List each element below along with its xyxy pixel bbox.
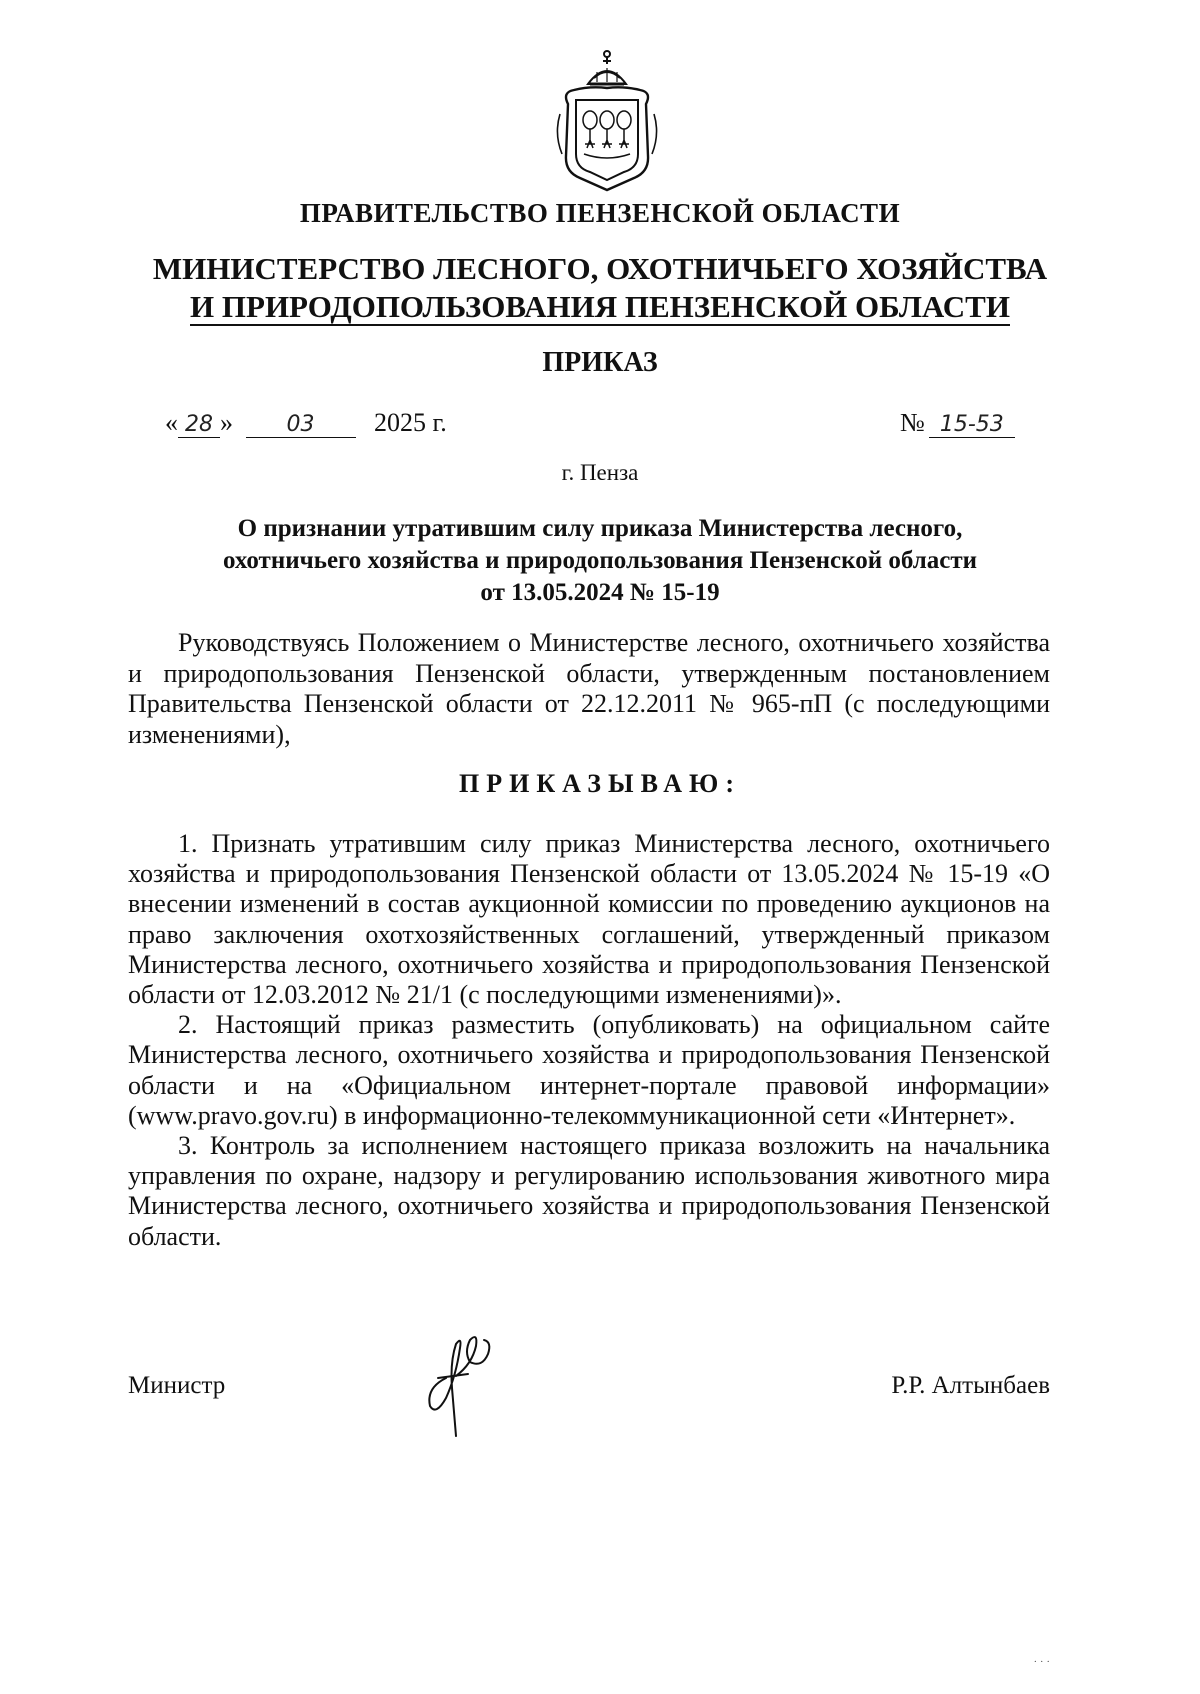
document-number-line [900, 408, 1015, 438]
ministry-heading-line-2: И ПРИРОДОПОЛЬЗОВАНИЯ ПЕНЗЕНСКОЙ ОБЛАСТИ [190, 289, 1010, 324]
document-title [120, 513, 1080, 609]
number-sign: № [900, 408, 925, 437]
quote-open: « [165, 408, 178, 437]
order-item-2: 2. Настоящий приказ разместить (опубликовать) на официальном сайте Министерства лесного, охотничьего хозяйства и природопользования Пензенской области и на «Официальном интернет-портале правовой информации» (www.pravo.gov.ru) в информационно-телекоммуникационной сети «Интернет». [128, 1010, 1050, 1130]
order-word: ПРИКАЗЫВАЮ: [459, 769, 741, 798]
date-day: 28 [178, 413, 220, 438]
signer-name: Р.Р. Алтынбаев [891, 1372, 1050, 1399]
intro-paragraph: Руководствуясь Положением о Министерстве лесного, охотничьего хозяйства и природопользования Пензенской области, утвержденным постановлением Правительства Пензенской области от 22.12.2011 № 965-пП (с последующими изменениями), [128, 628, 1050, 749]
government-heading: ПРАВИТЕЛЬСТВО ПЕНЗЕНСКОЙ ОБЛАСТИ [299, 198, 901, 228]
ministry-heading [0, 250, 1200, 326]
order-item-1: 1. Признать утратившим силу приказ Министерства лесного, охотничьего хозяйства и природопользования Пензенской области от 13.05.2024 № 15-19 «О внесении изменений в состав аукционной комиссии по проведению аукционов на право заключения охотхозяйственных соглашений, утвержденный приказом Министерства лесного, охотничьего хозяйства и природопользования Пензенской области от 12.03.2012 № 21/1 (с последующими изменениями)». [128, 829, 1050, 1010]
handwritten-signature-icon [416, 1318, 496, 1438]
document-type: ПРИКАЗ [542, 347, 658, 378]
date-line [165, 408, 447, 438]
coat-of-arms-icon [550, 44, 664, 194]
document-number: 15-53 [929, 413, 1015, 438]
order-item-3: 3. Контроль за исполнением настоящего приказа возложить на начальника управления по охране, надзору и регулированию использования животного мира Министерства лесного, охотничьего хозяйства и природопользования Пензенской области. [128, 1131, 1050, 1251]
quote-close: » [220, 408, 233, 437]
title-line-1: О признании утратившим силу приказа Министерства лесного, [237, 515, 963, 542]
signer-position: Министр [128, 1372, 226, 1399]
date-year: 2025 г. [374, 408, 447, 437]
date-month: 03 [246, 413, 356, 438]
scan-marks: · · · [1033, 1656, 1050, 1668]
title-line-2: охотничьего хозяйства и природопользования Пензенской области [222, 547, 978, 574]
title-line-3: от 13.05.2024 № 15-19 [480, 579, 720, 606]
ministry-heading-line-1: МИНИСТЕРСТВО ЛЕСНОГО, ОХОТНИЧЬЕГО ХОЗЯЙСТВА [152, 251, 1048, 286]
city: г. Пенза [561, 460, 639, 485]
order-items [128, 829, 1050, 1252]
